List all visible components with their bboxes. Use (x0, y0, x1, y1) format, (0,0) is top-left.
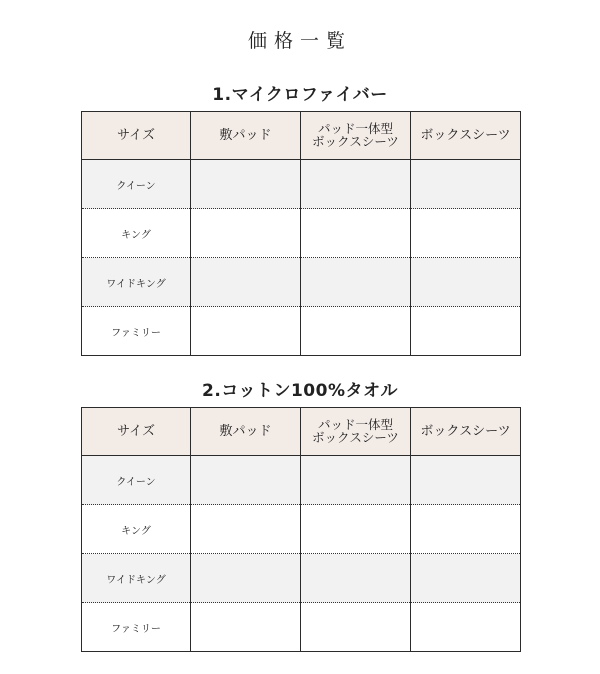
price-cell-pad (191, 307, 301, 356)
section-title-microfiber: 1.マイクロファイバー (212, 85, 388, 105)
table-header-row (82, 408, 521, 456)
table-row (82, 258, 521, 307)
price-cell-pad (191, 258, 301, 307)
price-cell-box (411, 554, 521, 603)
header-box: ボックスシーツ (411, 112, 521, 160)
header-combo-line2: ボックスシーツ (312, 134, 399, 149)
price-cell-combo (301, 456, 411, 505)
price-cell-combo (301, 505, 411, 554)
header-combo (301, 112, 411, 160)
header-combo (301, 408, 411, 456)
price-cell-box (411, 258, 521, 307)
price-cell-pad (191, 160, 301, 209)
price-cell-box (411, 209, 521, 258)
table-row (82, 307, 521, 356)
price-cell-pad (191, 456, 301, 505)
table-row (82, 603, 521, 652)
row-size-label: ワイドキング (82, 258, 191, 307)
price-cell-box (411, 160, 521, 209)
row-size-label: キング (82, 209, 191, 258)
price-cell-combo (301, 209, 411, 258)
header-combo-line2: ボックスシーツ (312, 430, 399, 445)
row-size-label: ファミリー (82, 307, 191, 356)
table-row (82, 554, 521, 603)
price-cell-box (411, 505, 521, 554)
row-size-label: ワイドキング (82, 554, 191, 603)
page-title: 価格一覧 (247, 30, 352, 52)
header-box: ボックスシーツ (411, 408, 521, 456)
section-title-cotton-towel: 2.コットン100%タオル (202, 381, 398, 401)
row-size-label: クイーン (82, 456, 191, 505)
price-table-cotton-towel (81, 407, 521, 652)
price-cell-combo (301, 258, 411, 307)
price-cell-pad (191, 209, 301, 258)
row-size-label: ファミリー (82, 603, 191, 652)
price-cell-box (411, 456, 521, 505)
table-header-row (82, 112, 521, 160)
table-row (82, 209, 521, 258)
price-cell-combo (301, 307, 411, 356)
price-cell-box (411, 307, 521, 356)
header-combo-line1: パッド一体型 (317, 417, 393, 432)
row-size-label: キング (82, 505, 191, 554)
price-cell-combo (301, 160, 411, 209)
header-size: サイズ (82, 112, 191, 160)
table-row (82, 160, 521, 209)
header-size: サイズ (82, 408, 191, 456)
header-pad: 敷パッド (191, 112, 301, 160)
price-cell-pad (191, 603, 301, 652)
price-cell-combo (301, 554, 411, 603)
table-row (82, 456, 521, 505)
price-cell-pad (191, 554, 301, 603)
table-row (82, 505, 521, 554)
price-table-microfiber (81, 111, 521, 356)
header-pad: 敷パッド (191, 408, 301, 456)
price-cell-box (411, 603, 521, 652)
header-combo-line1: パッド一体型 (317, 121, 393, 136)
price-cell-combo (301, 603, 411, 652)
row-size-label: クイーン (82, 160, 191, 209)
price-cell-pad (191, 505, 301, 554)
